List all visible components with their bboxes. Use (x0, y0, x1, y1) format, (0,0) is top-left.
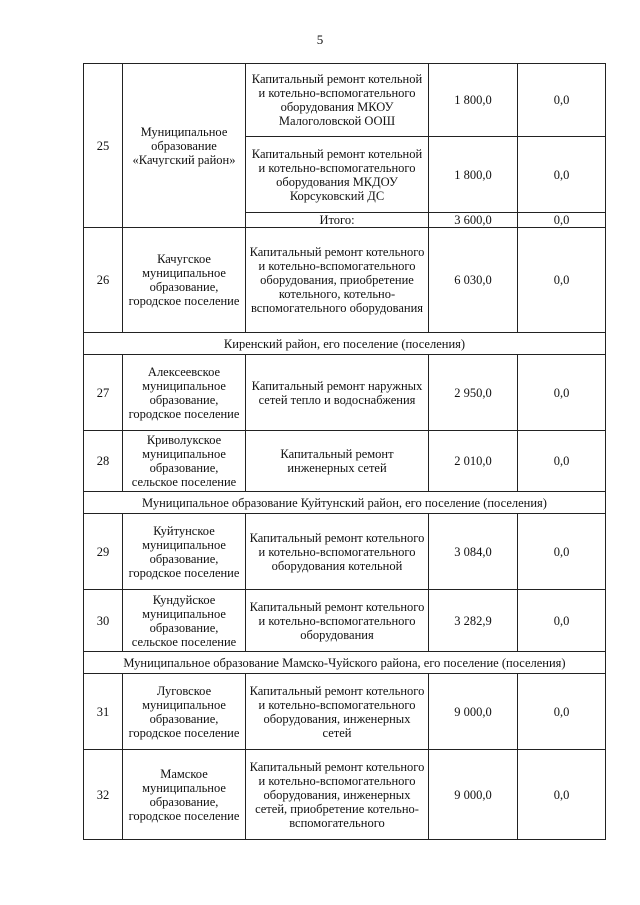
value: 0,0 (518, 64, 606, 137)
section-heading: Муниципальное образование Куйтунский район, его поселение (поселения) (84, 492, 606, 514)
section-row (84, 492, 606, 514)
municipality-name: Куйтунское муниципальное образование, городское поселение (123, 514, 246, 590)
municipality-name: Луговское муниципальное образование, городское поселение (123, 674, 246, 750)
value: 0,0 (518, 137, 606, 213)
page-number: 5 (316, 32, 324, 47)
row-number: 25 (84, 64, 123, 228)
amount: 2 010,0 (429, 431, 518, 492)
municipality-name: Качугское муниципальное образование, городское поселение (123, 228, 246, 333)
work-description: Капитальный ремонт котельного и котельно-вспомогательного оборудования, приобретение котельного, котельно-вспомогательного оборудования (246, 228, 429, 333)
value: 0,0 (518, 228, 606, 333)
value: 0,0 (518, 590, 606, 652)
section-heading: Муниципальное образование Мамско-Чуйского района, его поселение (поселения) (84, 652, 606, 674)
total-label: Итого: (246, 213, 429, 228)
work-description: Капитальный ремонт котельного и котельно-вспомогательного оборудования котельной (246, 514, 429, 590)
work-description: Капитальный ремонт котельной и котельно-вспомогательного оборудования МКДОУ Корсуковский ДС (246, 137, 429, 213)
value: 0,0 (518, 750, 606, 840)
row-number: 27 (84, 355, 123, 431)
row-number: 30 (84, 590, 123, 652)
municipality-name: Алексеевское муниципальное образование, городское поселение (123, 355, 246, 431)
municipality-name: Муниципальное образование «Качугский район» (123, 64, 246, 228)
amount: 9 000,0 (429, 750, 518, 840)
table-row (84, 64, 606, 137)
municipality-name: Криволукское муниципальное образование, сельское поселение (123, 431, 246, 492)
total-amount: 3 600,0 (429, 213, 518, 228)
work-description: Капитальный ремонт наружных сетей тепло и водоснабжения (246, 355, 429, 431)
value: 0,0 (518, 355, 606, 431)
section-row (84, 333, 606, 355)
amount: 6 030,0 (429, 228, 518, 333)
table-row (84, 228, 606, 333)
value: 0,0 (518, 674, 606, 750)
value: 0,0 (518, 431, 606, 492)
table-row (84, 355, 606, 431)
work-description: Капитальный ремонт инженерных сетей (246, 431, 429, 492)
amount: 9 000,0 (429, 674, 518, 750)
municipality-name: Кундуйское муниципальное образование, сельское поселение (123, 590, 246, 652)
section-row (84, 652, 606, 674)
amount: 1 800,0 (429, 64, 518, 137)
row-number: 29 (84, 514, 123, 590)
table-row (84, 590, 606, 652)
row-number: 26 (84, 228, 123, 333)
amount: 3 282,9 (429, 590, 518, 652)
total-value: 0,0 (518, 213, 606, 228)
work-description: Капитальный ремонт котельного и котельно-вспомогательного оборудования, инженерных сетей (246, 674, 429, 750)
table-row (84, 750, 606, 840)
table-row (84, 431, 606, 492)
section-heading: Киренский район, его поселение (поселения) (84, 333, 606, 355)
work-description: Капитальный ремонт котельного и котельно-вспомогательного оборудования, инженерных сетей, приобретение котельно-вспомогательного (246, 750, 429, 840)
row-number: 31 (84, 674, 123, 750)
table-row (84, 674, 606, 750)
municipality-name: Мамское муниципальное образование, городское поселение (123, 750, 246, 840)
row-number: 32 (84, 750, 123, 840)
amount: 2 950,0 (429, 355, 518, 431)
amount: 1 800,0 (429, 137, 518, 213)
table-row (84, 514, 606, 590)
value: 0,0 (518, 514, 606, 590)
work-description: Капитальный ремонт котельного и котельно-вспомогательного оборудования (246, 590, 429, 652)
amount: 3 084,0 (429, 514, 518, 590)
row-number: 28 (84, 431, 123, 492)
funding-table (83, 63, 606, 840)
work-description: Капитальный ремонт котельной и котельно-вспомогательного оборудования МКОУ Малоголовской ООШ (246, 64, 429, 137)
